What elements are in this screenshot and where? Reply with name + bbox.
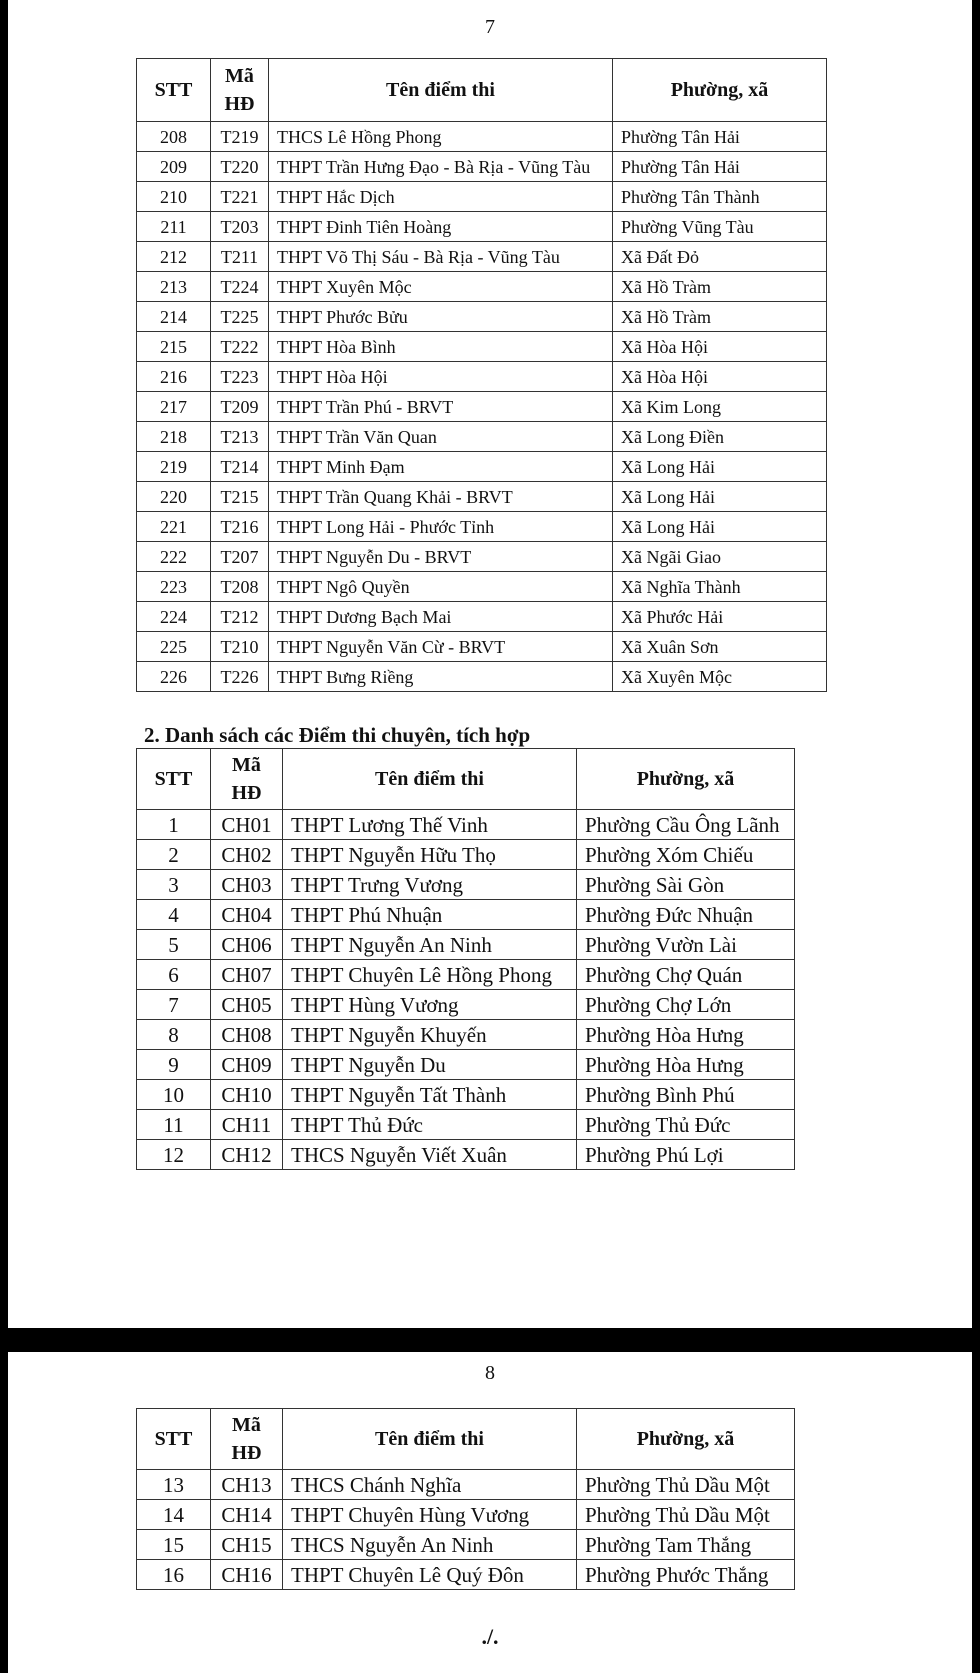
- table-row: [137, 272, 827, 302]
- document-page-8: [8, 1352, 972, 1673]
- cell-ma-hd: T222: [211, 332, 269, 362]
- cell-ten-diem-thi: THPT Lương Thế Vinh: [283, 810, 577, 840]
- header-phuong-xa: Phường, xã: [613, 59, 827, 122]
- cell-phuong-xa: Phường Thủ Dầu Một: [577, 1470, 795, 1500]
- cell-stt: 220: [137, 482, 211, 512]
- cell-ma-hd: T223: [211, 362, 269, 392]
- cell-ten-diem-thi: THPT Hùng Vương: [283, 990, 577, 1020]
- cell-ma-hd: CH06: [211, 930, 283, 960]
- cell-stt: 216: [137, 362, 211, 392]
- cell-ma-hd: CH10: [211, 1080, 283, 1110]
- cell-stt: 5: [137, 930, 211, 960]
- cell-phuong-xa: Xã Đất Đỏ: [613, 242, 827, 272]
- header-ten-diem-thi: Tên điểm thi: [283, 749, 577, 810]
- cell-stt: 2: [137, 840, 211, 870]
- page-number: 8: [485, 1362, 495, 1384]
- cell-phuong-xa: Xã Hồ Tràm: [613, 302, 827, 332]
- cell-ten-diem-thi: THPT Bưng Riềng: [269, 662, 613, 692]
- table-row: [137, 602, 827, 632]
- cell-stt: 16: [137, 1560, 211, 1590]
- cell-ma-hd: CH01: [211, 810, 283, 840]
- cell-ten-diem-thi: THPT Long Hải - Phước Tỉnh: [269, 512, 613, 542]
- cell-ma-hd: T210: [211, 632, 269, 662]
- section-title: 2. Danh sách các Điểm thi chuyên, tích hợp: [144, 723, 531, 747]
- cell-stt: 15: [137, 1530, 211, 1560]
- cell-phuong-xa: Phường Vũng Tàu: [613, 212, 827, 242]
- cell-ma-hd: CH12: [211, 1140, 283, 1170]
- exam-sites-table-1: [136, 58, 827, 692]
- cell-phuong-xa: Xã Nghĩa Thành: [613, 572, 827, 602]
- cell-ten-diem-thi: THPT Nguyễn Du - BRVT: [269, 542, 613, 572]
- table-header-row: [137, 749, 795, 810]
- cell-ma-hd: T213: [211, 422, 269, 452]
- exam-sites-table-2: [136, 748, 795, 1170]
- cell-phuong-xa: Phường Hòa Hưng: [577, 1050, 795, 1080]
- header-ma-hd: Mã HĐ: [211, 749, 283, 810]
- cell-ma-hd: CH09: [211, 1050, 283, 1080]
- cell-ten-diem-thi: THPT Hòa Hội: [269, 362, 613, 392]
- cell-phuong-xa: Phường Tân Thành: [613, 182, 827, 212]
- cell-phuong-xa: Xã Phước Hải: [613, 602, 827, 632]
- table-row: [137, 1080, 795, 1110]
- cell-phuong-xa: Phường Sài Gòn: [577, 870, 795, 900]
- cell-phuong-xa: Xã Long Hải: [613, 482, 827, 512]
- cell-phuong-xa: Phường Tân Hải: [613, 152, 827, 182]
- cell-ma-hd: T214: [211, 452, 269, 482]
- cell-ten-diem-thi: THPT Dương Bạch Mai: [269, 602, 613, 632]
- table-row: [137, 1050, 795, 1080]
- cell-stt: 7: [137, 990, 211, 1020]
- cell-ten-diem-thi: THPT Minh Đạm: [269, 452, 613, 482]
- cell-phuong-xa: Xã Hòa Hội: [613, 332, 827, 362]
- cell-ma-hd: T224: [211, 272, 269, 302]
- cell-phuong-xa: Xã Ngãi Giao: [613, 542, 827, 572]
- cell-ma-hd: CH05: [211, 990, 283, 1020]
- cell-ten-diem-thi: THPT Trần Văn Quan: [269, 422, 613, 452]
- header-ten-diem-thi: Tên điểm thi: [269, 59, 613, 122]
- cell-stt: 226: [137, 662, 211, 692]
- header-phuong-xa: Phường, xã: [577, 749, 795, 810]
- cell-ma-hd: T207: [211, 542, 269, 572]
- cell-stt: 8: [137, 1020, 211, 1050]
- cell-ten-diem-thi: THPT Hòa Bình: [269, 332, 613, 362]
- cell-ma-hd: CH03: [211, 870, 283, 900]
- cell-stt: 14: [137, 1500, 211, 1530]
- table-row: [137, 930, 795, 960]
- cell-phuong-xa: Phường Tân Hải: [613, 122, 827, 152]
- table-row: [137, 212, 827, 242]
- cell-ma-hd: CH02: [211, 840, 283, 870]
- cell-phuong-xa: Phường Đức Nhuận: [577, 900, 795, 930]
- cell-phuong-xa: Xã Hòa Hội: [613, 362, 827, 392]
- header-ma-hd: Mã HĐ: [211, 59, 269, 122]
- cell-ma-hd: T212: [211, 602, 269, 632]
- cell-ten-diem-thi: THPT Nguyễn An Ninh: [283, 930, 577, 960]
- cell-phuong-xa: Phường Hòa Hưng: [577, 1020, 795, 1050]
- cell-ten-diem-thi: THPT Xuyên Mộc: [269, 272, 613, 302]
- cell-ten-diem-thi: THPT Chuyên Lê Quý Đôn: [283, 1560, 577, 1590]
- cell-stt: 214: [137, 302, 211, 332]
- cell-phuong-xa: Phường Thủ Dầu Một: [577, 1500, 795, 1530]
- cell-phuong-xa: Phường Phú Lợi: [577, 1140, 795, 1170]
- table-row: [137, 870, 795, 900]
- table-row: [137, 542, 827, 572]
- table-row: [137, 632, 827, 662]
- table-row: [137, 1140, 795, 1170]
- cell-ma-hd: CH07: [211, 960, 283, 990]
- table-row: [137, 810, 795, 840]
- table-row: [137, 332, 827, 362]
- table-row: [137, 1020, 795, 1050]
- table-row: [137, 1500, 795, 1530]
- cell-ma-hd: CH14: [211, 1500, 283, 1530]
- table-header-row: [137, 59, 827, 122]
- table-row: [137, 452, 827, 482]
- cell-ma-hd: CH16: [211, 1560, 283, 1590]
- cell-stt: 9: [137, 1050, 211, 1080]
- cell-ten-diem-thi: THPT Nguyễn Văn Cừ - BRVT: [269, 632, 613, 662]
- cell-ma-hd: T220: [211, 152, 269, 182]
- cell-phuong-xa: Xã Xuyên Mộc: [613, 662, 827, 692]
- table-row: [137, 1110, 795, 1140]
- cell-ten-diem-thi: THPT Trần Hưng Đạo - Bà Rịa - Vũng Tàu: [269, 152, 613, 182]
- table-row: [137, 512, 827, 542]
- cell-ma-hd: CH04: [211, 900, 283, 930]
- cell-ten-diem-thi: THPT Trần Phú - BRVT: [269, 392, 613, 422]
- cell-stt: 11: [137, 1110, 211, 1140]
- cell-stt: 3: [137, 870, 211, 900]
- cell-phuong-xa: Xã Hồ Tràm: [613, 272, 827, 302]
- cell-stt: 212: [137, 242, 211, 272]
- cell-phuong-xa: Phường Vườn Lài: [577, 930, 795, 960]
- table-row: [137, 662, 827, 692]
- cell-ma-hd: T225: [211, 302, 269, 332]
- cell-ten-diem-thi: THPT Nguyễn Khuyến: [283, 1020, 577, 1050]
- cell-phuong-xa: Phường Chợ Quán: [577, 960, 795, 990]
- cell-ma-hd: CH13: [211, 1470, 283, 1500]
- table-row: [137, 1530, 795, 1560]
- header-phuong-xa: Phường, xã: [577, 1409, 795, 1470]
- cell-ma-hd: T209: [211, 392, 269, 422]
- table-row: [137, 392, 827, 422]
- header-stt: STT: [137, 59, 211, 122]
- cell-ma-hd: T211: [211, 242, 269, 272]
- cell-ten-diem-thi: THCS Chánh Nghĩa: [283, 1470, 577, 1500]
- cell-ma-hd: CH15: [211, 1530, 283, 1560]
- cell-stt: 219: [137, 452, 211, 482]
- cell-ten-diem-thi: THPT Trưng Vương: [283, 870, 577, 900]
- cell-ma-hd: CH11: [211, 1110, 283, 1140]
- table-row: [137, 960, 795, 990]
- cell-phuong-xa: Xã Kim Long: [613, 392, 827, 422]
- cell-ma-hd: T215: [211, 482, 269, 512]
- cell-phuong-xa: Phường Bình Phú: [577, 1080, 795, 1110]
- cell-ma-hd: T221: [211, 182, 269, 212]
- cell-ten-diem-thi: THPT Đinh Tiên Hoàng: [269, 212, 613, 242]
- cell-phuong-xa: Phường Thủ Đức: [577, 1110, 795, 1140]
- cell-phuong-xa: Phường Phước Thắng: [577, 1560, 795, 1590]
- table-row: [137, 900, 795, 930]
- cell-stt: 213: [137, 272, 211, 302]
- document-page-7: [8, 0, 972, 1328]
- cell-ma-hd: T219: [211, 122, 269, 152]
- table-row: [137, 840, 795, 870]
- cell-ma-hd: T216: [211, 512, 269, 542]
- cell-ma-hd: CH08: [211, 1020, 283, 1050]
- cell-stt: 13: [137, 1470, 211, 1500]
- cell-ten-diem-thi: THPT Nguyễn Tất Thành: [283, 1080, 577, 1110]
- table-row: [137, 572, 827, 602]
- cell-ma-hd: T203: [211, 212, 269, 242]
- end-mark: ./.: [481, 1624, 499, 1649]
- cell-ten-diem-thi: THCS Nguyễn Viết Xuân: [283, 1140, 577, 1170]
- table-row: [137, 122, 827, 152]
- cell-phuong-xa: Xã Xuân Sơn: [613, 632, 827, 662]
- cell-stt: 224: [137, 602, 211, 632]
- cell-phuong-xa: Xã Long Hải: [613, 452, 827, 482]
- table-row: [137, 1560, 795, 1590]
- cell-stt: 10: [137, 1080, 211, 1110]
- header-stt: STT: [137, 749, 211, 810]
- table-row: [137, 362, 827, 392]
- cell-stt: 210: [137, 182, 211, 212]
- table-row: [137, 182, 827, 212]
- cell-phuong-xa: Phường Xóm Chiếu: [577, 840, 795, 870]
- table-row: [137, 482, 827, 512]
- cell-stt: 12: [137, 1140, 211, 1170]
- cell-stt: 222: [137, 542, 211, 572]
- table-row: [137, 152, 827, 182]
- header-stt: STT: [137, 1409, 211, 1470]
- cell-ten-diem-thi: THPT Phú Nhuận: [283, 900, 577, 930]
- header-ten-diem-thi: Tên điểm thi: [283, 1409, 577, 1470]
- cell-ten-diem-thi: THPT Ngô Quyền: [269, 572, 613, 602]
- table-header-row: [137, 1409, 795, 1470]
- cell-phuong-xa: Phường Cầu Ông Lãnh: [577, 810, 795, 840]
- header-ma-hd: Mã HĐ: [211, 1409, 283, 1470]
- exam-sites-table-3: [136, 1408, 795, 1590]
- cell-ten-diem-thi: THPT Thủ Đức: [283, 1110, 577, 1140]
- cell-stt: 4: [137, 900, 211, 930]
- cell-phuong-xa: Phường Chợ Lớn: [577, 990, 795, 1020]
- cell-phuong-xa: Xã Long Điền: [613, 422, 827, 452]
- cell-stt: 217: [137, 392, 211, 422]
- cell-ma-hd: T208: [211, 572, 269, 602]
- table-row: [137, 242, 827, 272]
- cell-stt: 209: [137, 152, 211, 182]
- cell-ten-diem-thi: THCS Nguyễn An Ninh: [283, 1530, 577, 1560]
- cell-stt: 208: [137, 122, 211, 152]
- cell-phuong-xa: Phường Tam Thắng: [577, 1530, 795, 1560]
- cell-ten-diem-thi: THPT Nguyễn Hữu Thọ: [283, 840, 577, 870]
- cell-ten-diem-thi: THPT Chuyên Hùng Vương: [283, 1500, 577, 1530]
- cell-ma-hd: T226: [211, 662, 269, 692]
- cell-ten-diem-thi: THPT Hắc Dịch: [269, 182, 613, 212]
- cell-stt: 1: [137, 810, 211, 840]
- table-row: [137, 990, 795, 1020]
- cell-ten-diem-thi: THPT Phước Bửu: [269, 302, 613, 332]
- cell-stt: 211: [137, 212, 211, 242]
- table-row: [137, 1470, 795, 1500]
- table-row: [137, 302, 827, 332]
- cell-ten-diem-thi: THCS Lê Hồng Phong: [269, 122, 613, 152]
- cell-phuong-xa: Xã Long Hải: [613, 512, 827, 542]
- cell-ten-diem-thi: THPT Nguyễn Du: [283, 1050, 577, 1080]
- table-row: [137, 422, 827, 452]
- cell-stt: 218: [137, 422, 211, 452]
- cell-stt: 225: [137, 632, 211, 662]
- cell-stt: 221: [137, 512, 211, 542]
- cell-ten-diem-thi: THPT Chuyên Lê Hồng Phong: [283, 960, 577, 990]
- cell-stt: 6: [137, 960, 211, 990]
- page-number: 7: [485, 16, 495, 38]
- cell-ten-diem-thi: THPT Trần Quang Khải - BRVT: [269, 482, 613, 512]
- cell-ten-diem-thi: THPT Võ Thị Sáu - Bà Rịa - Vũng Tàu: [269, 242, 613, 272]
- cell-stt: 215: [137, 332, 211, 362]
- cell-stt: 223: [137, 572, 211, 602]
